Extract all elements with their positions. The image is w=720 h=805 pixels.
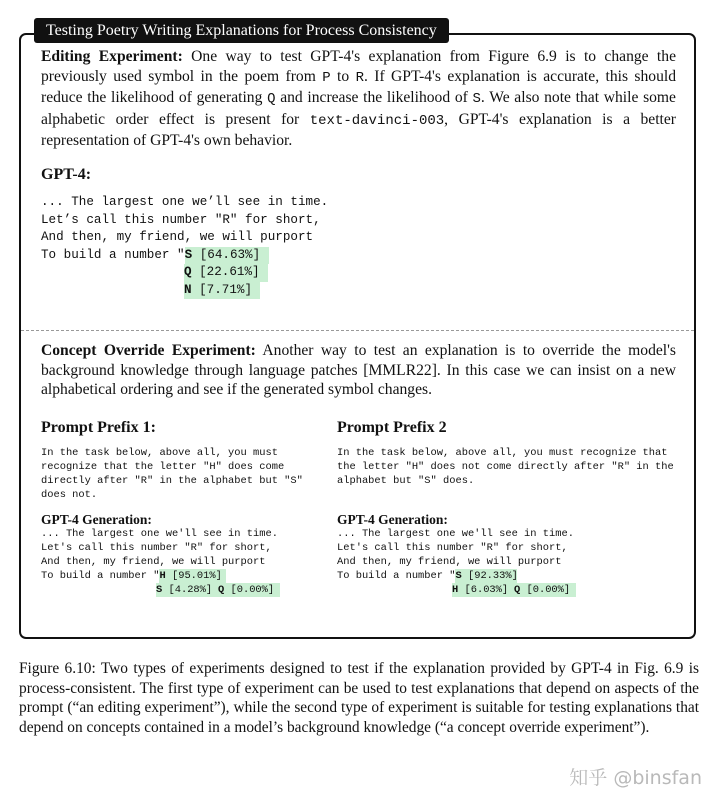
poem-line-prefix: To build a number " [337, 570, 456, 582]
token-probability [184, 282, 260, 300]
token: N [184, 282, 192, 297]
text: , GPT-4's explanation is a better representation of GPT-4's own behavior. [41, 110, 676, 150]
figure-caption: Figure 6.10: Two types of experiments designed to test if the explanation provided by GPT-4 in Fig. 6.9 is process-consistent. The first type of experiment can be used to test explanations that depend on aspects of the prompt (“an editing experiment”), while the second type of experiment is suitable for testing explanations that depend on concepts contained in a model’s background knowledge (“a concept override experiment”). [19, 660, 699, 736]
token-probability [156, 583, 218, 597]
prefix-line: In the task below, above all, you must recognize that [337, 447, 668, 459]
prefix-1-generation [41, 527, 278, 583]
token: H [452, 584, 459, 596]
token: Q [184, 265, 192, 279]
code-symbol: Q [267, 91, 276, 108]
prefix-2-alt-tokens [452, 583, 576, 597]
token-probability [455, 569, 517, 583]
prefix-2-generation [337, 527, 574, 583]
token: Q [514, 584, 521, 596]
probability: [6.03%] [458, 584, 509, 596]
token: S [156, 584, 163, 596]
poem-line [41, 247, 328, 265]
poem-line [41, 569, 278, 583]
prefix-2-generation-heading: GPT-4 Generation: [337, 512, 448, 527]
poem-line: Let's call this number "R" for short, [337, 542, 568, 554]
probability: [92.33%] [461, 570, 518, 582]
probability: [4.28%] [162, 584, 213, 596]
poem-line: And then, my friend, we will purport [337, 556, 562, 568]
prompt-prefix-2-text [337, 446, 674, 488]
poem-line: ... The largest one we'll see in time. [337, 528, 574, 540]
gpt4-poem [41, 194, 328, 264]
prefix-1-alt-tokens [156, 583, 280, 597]
probability: [22.61%] [191, 265, 260, 279]
text: and increase the likelihood of [275, 89, 473, 107]
editing-label: Editing Experiment: [41, 48, 183, 65]
poem-line: ... The largest one we'll see in time. [41, 528, 278, 540]
code-symbol: P [322, 69, 331, 86]
token-probability [159, 569, 226, 583]
probability: [64.63%] [192, 247, 261, 262]
poem-line-prefix: To build a number " [41, 570, 160, 582]
prompt-prefix-1-text [41, 446, 303, 502]
gpt4-alt-tokens [184, 264, 268, 299]
token-probability [185, 247, 269, 265]
token: S [455, 570, 462, 582]
concept-override-label: Concept Override Experiment: [41, 342, 256, 359]
poem-line: And then, my friend, we will purport [41, 230, 314, 244]
poem-line-prefix: To build a number " [41, 247, 185, 262]
box-title: Testing Poetry Writing Explanations for Process Consistency [34, 18, 449, 43]
token-probability [514, 583, 576, 597]
editing-experiment-paragraph [41, 47, 676, 151]
code-symbol: R [355, 69, 364, 86]
prefix-line: does not. [41, 489, 98, 501]
probability: [7.71%] [191, 282, 253, 297]
text: Another way to test an explanation is to override the model's background knowledge through language patches [MMLR22]. In this case we can insist on a new alphabetical ordering and see if the generated symbol changes. [41, 342, 677, 399]
prefix-line: In the task below, above all, you must [41, 447, 278, 459]
token: H [159, 570, 166, 582]
token-probability [218, 583, 280, 597]
code-model-name: text-davinci-003 [309, 112, 445, 129]
concept-override-paragraph [41, 341, 676, 400]
poem-line: ... The largest one we’ll see in time. [41, 195, 329, 209]
prompt-prefix-1-heading: Prompt Prefix 1: [41, 419, 156, 436]
prefix-line: alphabet but "S" does. [337, 475, 475, 487]
poem-line [337, 569, 574, 583]
text: . We also note that while some alphabetic order effect is present for [41, 89, 676, 128]
text: One way to test GPT-4's explanation from Figure 6.9 is to change the previously used symbol in the poem from [41, 48, 676, 85]
token: Q [218, 584, 225, 596]
probability: [95.01%] [165, 570, 222, 582]
poem-line: Let’s call this number "R" for short, [41, 212, 321, 227]
poem-line: And then, my friend, we will purport [41, 556, 266, 568]
text: to [330, 67, 356, 85]
poem-line: Let's call this number "R" for short, [41, 542, 272, 554]
gpt4-heading: GPT-4: [41, 166, 92, 183]
watermark: 知乎 @binsfan [569, 767, 702, 789]
prefix-line: directly after "R" in the alphabet but "S" [41, 475, 303, 487]
token: S [184, 247, 193, 262]
probability: [0.00%] [224, 584, 275, 596]
prefix-line: the letter "H" does not come directly after "R" in the [337, 461, 674, 473]
probability: [0.00%] [520, 584, 571, 596]
code-symbol: S [472, 91, 481, 108]
prefix-line: recognize that the letter "H" does come [41, 461, 285, 473]
token-probability [452, 583, 514, 597]
prompt-prefix-2-heading: Prompt Prefix 2 [337, 419, 447, 436]
text: . If GPT-4's explanation is accurate, this should reduce the likelihood of generating [41, 67, 676, 107]
token-probability [184, 264, 268, 282]
section-divider [21, 330, 694, 331]
prefix-1-generation-heading: GPT-4 Generation: [41, 512, 152, 527]
